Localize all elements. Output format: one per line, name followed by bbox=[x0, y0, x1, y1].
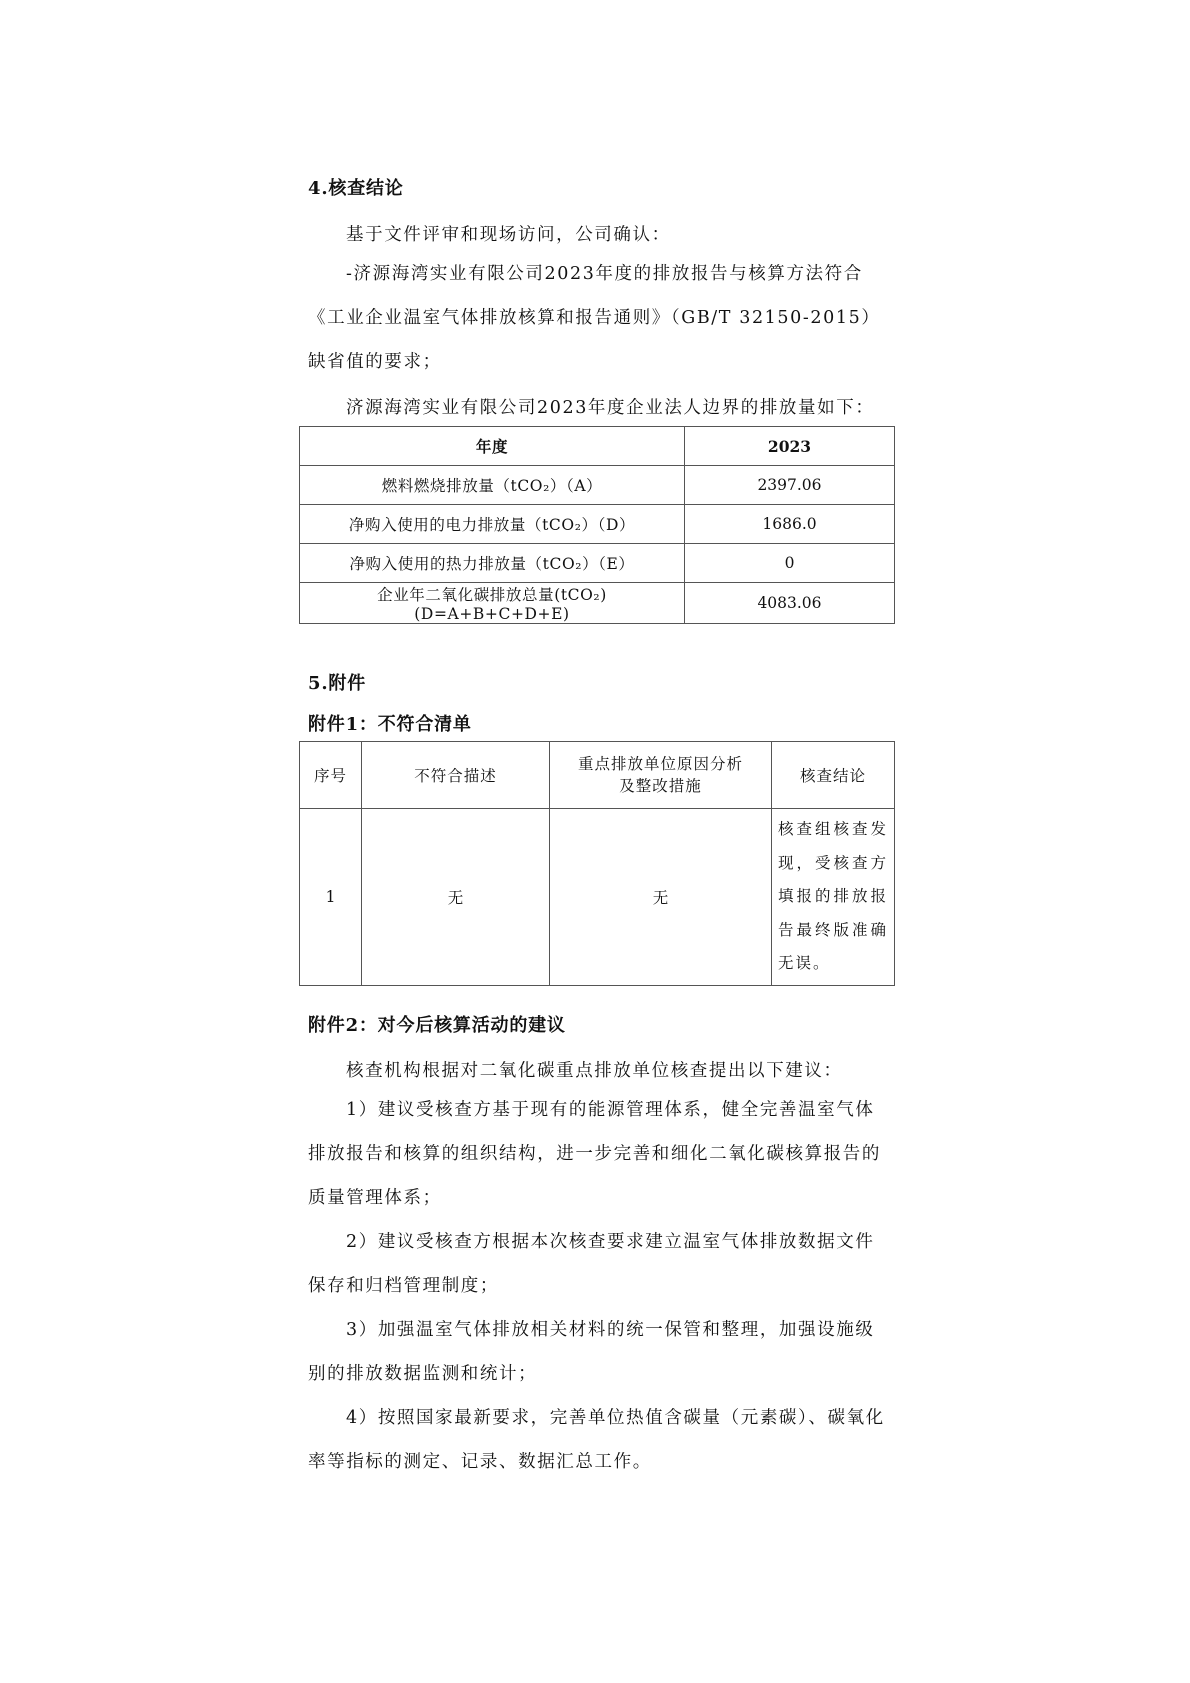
emissions-table bbox=[299, 426, 895, 624]
row-label: 燃料燃烧排放量（tCO₂）（A） bbox=[300, 466, 685, 505]
table-row bbox=[300, 809, 895, 986]
table-row bbox=[300, 505, 895, 544]
header-year-label: 年度 bbox=[300, 427, 685, 466]
annex2-title: 附件2：对今后核算活动的建议 bbox=[308, 1015, 566, 1036]
section4-paragraph-2: 济源海湾实业有限公司2023年度企业法人边界的排放量如下： bbox=[346, 398, 875, 418]
annex2-intro: 核查机构根据对二氧化碳重点排放单位核查提出以下建议： bbox=[346, 1061, 843, 1081]
row-measures: 无 bbox=[549, 809, 771, 986]
header-year-value: 2023 bbox=[685, 427, 895, 466]
section4-heading: 4.核查结论 bbox=[308, 178, 404, 199]
table-row bbox=[300, 583, 895, 624]
noncompliance-table bbox=[299, 741, 895, 986]
header-measures: 重点排放单位原因分析及整改措施 bbox=[549, 742, 771, 809]
row-value: 2397.06 bbox=[685, 466, 895, 505]
table-row bbox=[300, 544, 895, 583]
section4-intro: 基于文件评审和现场访问，公司确认： bbox=[346, 225, 671, 245]
table-header-row bbox=[300, 427, 895, 466]
annex1-title: 附件1：不符合清单 bbox=[308, 714, 472, 735]
suggestion-item-4: 4）按照国家最新要求，完善单位热值含碳量（元素碳）、碳氧化率等指标的测定、记录、数据汇总工作。 bbox=[308, 1408, 885, 1472]
row-label: 企业年二氧化碳排放总量(tCO₂)(D=A+B+C+D+E) bbox=[300, 583, 685, 624]
row-description: 无 bbox=[362, 809, 550, 986]
row-value: 1686.0 bbox=[685, 505, 895, 544]
row-no: 1 bbox=[300, 809, 362, 986]
table-row bbox=[300, 466, 895, 505]
suggestion-item-2: 2）建议受核查方根据本次核查要求建立温室气体排放数据文件保存和归档管理制度； bbox=[308, 1232, 875, 1296]
row-conclusion: 核查组核查发现，受核查方填报的排放报告最终版准确无误。 bbox=[772, 809, 895, 986]
row-label: 净购入使用的热力排放量（tCO₂）（E） bbox=[300, 544, 685, 583]
suggestion-item-3: 3）加强温室气体排放相关材料的统一保管和整理，加强设施级别的排放数据监测和统计； bbox=[308, 1320, 875, 1384]
row-value: 4083.06 bbox=[685, 583, 895, 624]
row-value: 0 bbox=[685, 544, 895, 583]
header-no: 序号 bbox=[300, 742, 362, 809]
section5-heading: 5.附件 bbox=[308, 673, 366, 694]
header-description: 不符合描述 bbox=[362, 742, 550, 809]
section4-paragraph-1: -济源海湾实业有限公司2023年度的排放报告与核算方法符合《工业企业温室气体排放核算和报告通则》（GB/T 32150-2015）缺省值的要求； bbox=[308, 264, 881, 372]
header-conclusion: 核查结论 bbox=[772, 742, 895, 809]
row-label: 净购入使用的电力排放量（tCO₂）（D） bbox=[300, 505, 685, 544]
suggestion-item-1: 1）建议受核查方基于现有的能源管理体系，健全完善温室气体排放报告和核算的组织结构，进一步完善和细化二氧化碳核算报告的质量管理体系； bbox=[308, 1100, 881, 1208]
table-header-row bbox=[300, 742, 895, 809]
